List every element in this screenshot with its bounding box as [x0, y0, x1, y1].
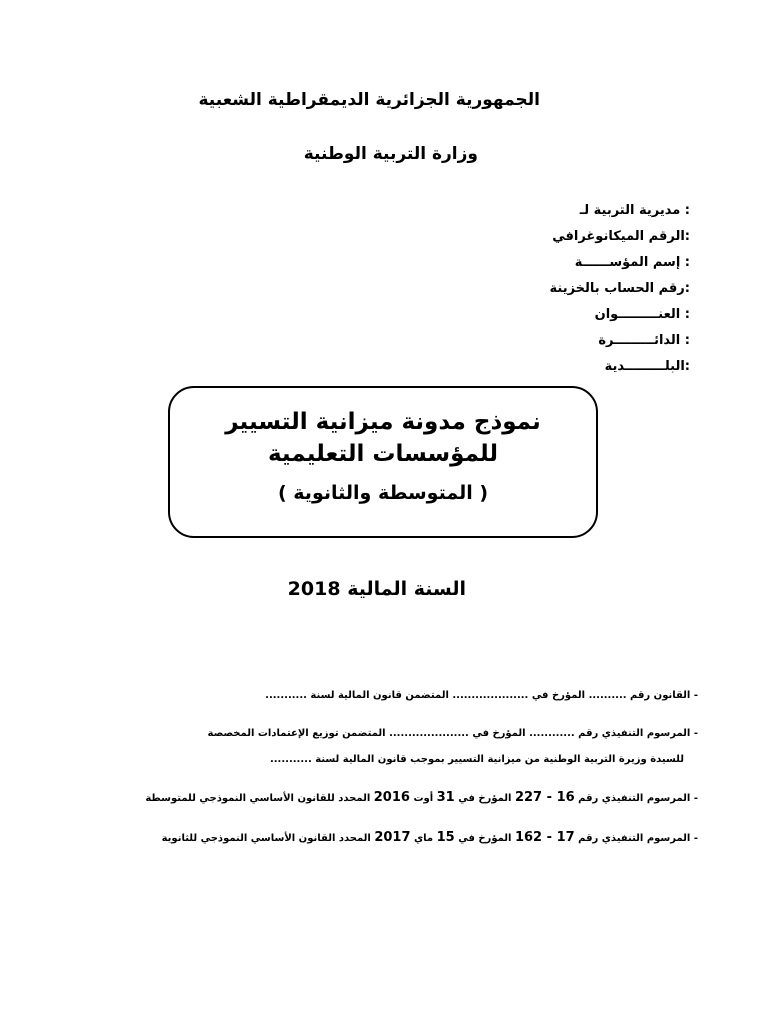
r4-prefix: - المرسوم التنفيذي رقم [578, 833, 698, 844]
field-mechanographic-number: :الرقم الميكانوغرافي [552, 229, 690, 244]
r3-year: 2016 [373, 790, 410, 805]
fiscal-year [288, 578, 466, 600]
field-daira: : الدائـــــــــرة [598, 333, 690, 348]
reference-decree-middle-school [145, 790, 698, 805]
r4-suffix: المحدد القانون الأساسي النموذجي للثانوية [161, 833, 371, 844]
r4-day: 15 [436, 830, 455, 845]
document-title-line1: نموذج مدونة ميزانية التسيير [225, 409, 541, 435]
field-municipality: :البلـــــــــدية [604, 359, 690, 374]
document-title-line2: للمؤسسات التعليمية [267, 441, 499, 467]
r3-suffix: المحدد للقانون الأساسي النموذجي للمتوسطة [145, 793, 371, 804]
r3-month: أوت [413, 793, 434, 804]
r4-dated: المؤرخ في [458, 833, 512, 844]
field-institution-name: : إسم المؤســــــة [574, 255, 690, 270]
document-title [170, 406, 596, 470]
institution-fields [550, 198, 691, 380]
field-address: : العنـــــــــوان [594, 307, 690, 322]
fiscal-year-label: السنة المالية [347, 578, 466, 600]
reference-finance-law: - القانون رقم .......... المؤرخ في .................... المتضمن قانون المالية لسنة ........... [265, 690, 698, 701]
r3-day: 31 [436, 790, 455, 805]
r3-number: 16 - 227 [514, 790, 575, 805]
document-subtitle: ( المتوسطة والثانوية ) [277, 482, 489, 504]
r3-dated: المؤرخ في [458, 793, 512, 804]
reference-decree-credits: - المرسوم التنفيذي رقم ............ المؤرخ في ..................... المتضمن توزيع الإعتمادات المخصصة [207, 728, 698, 739]
r3-prefix: - المرسوم التنفيذي رقم [578, 793, 698, 804]
field-directorate: : مديرية التربية لـ [579, 203, 690, 218]
fiscal-year-value: 2018 [287, 578, 341, 600]
title-box [168, 386, 598, 538]
r4-year: 2017 [374, 830, 411, 845]
ministry-heading: وزارة التربية الوطنية [303, 144, 478, 164]
republic-heading: الجمهورية الجزائرية الديمقراطية الشعبية [198, 90, 540, 110]
reference-decree-high-school [162, 830, 698, 845]
r4-number: 17 - 162 [514, 830, 575, 845]
field-treasury-account: :رقم الحساب بالخزينة [549, 281, 690, 296]
r4-month: ماي [414, 833, 434, 844]
reference-decree-credits-continued: للسيدة وزيرة التربية الوطنية من ميزانية التسيير بموجب قانون المالية لسنة ........... [269, 754, 684, 765]
